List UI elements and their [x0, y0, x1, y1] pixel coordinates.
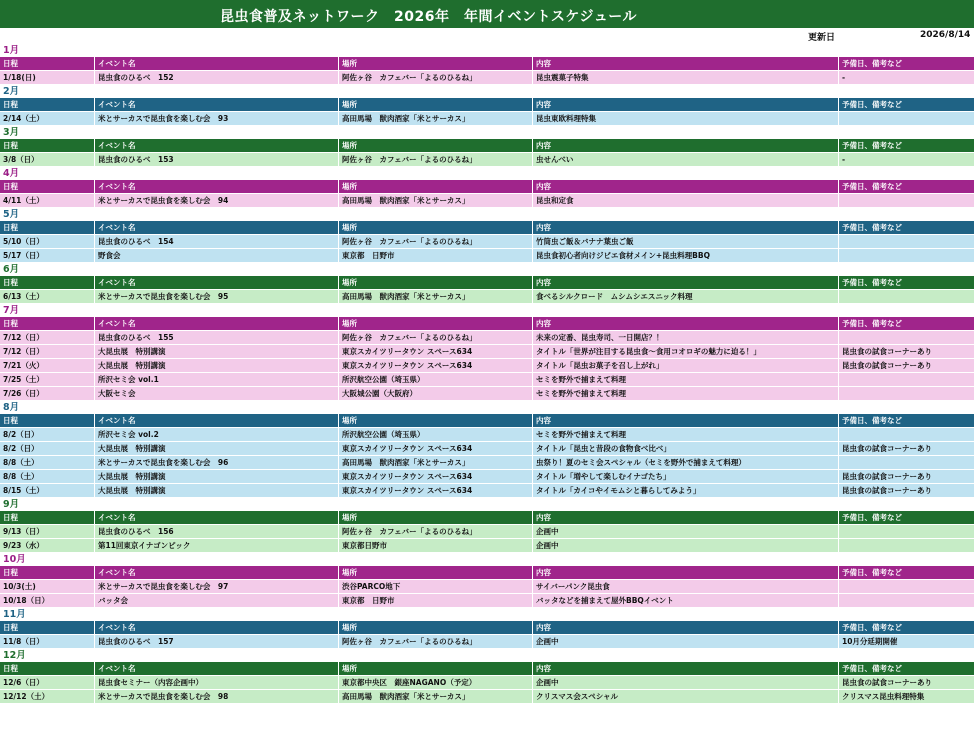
table-row[interactable]: [0, 71, 974, 85]
cell-venue[interactable]: 東京スカイツリータウン スペース634: [339, 345, 533, 358]
cell-notes[interactable]: [839, 373, 974, 386]
column-header-notes[interactable]: 予備日、備考など: [842, 278, 902, 287]
column-header-venue[interactable]: 場所: [339, 98, 533, 111]
month-label: 5月: [3, 209, 20, 220]
column-header-row: [0, 511, 974, 525]
month-section: [0, 553, 974, 608]
cell-notes[interactable]: -: [842, 155, 846, 164]
table-row[interactable]: [0, 484, 974, 498]
cell-event-name[interactable]: 所沢セミ会 vol.1: [95, 373, 339, 386]
cell-content[interactable]: 竹筒虫ご飯＆バナナ葉虫ご飯: [533, 235, 839, 248]
cell-date[interactable]: 2/14（土）: [0, 112, 95, 125]
table-row[interactable]: [0, 112, 974, 126]
cell-content[interactable]: 昆虫和定食: [533, 194, 839, 207]
cell-event-name[interactable]: 大昆虫展 特別講演: [95, 442, 339, 455]
month-section: [0, 304, 974, 401]
table-row[interactable]: [0, 387, 974, 401]
table-row[interactable]: [0, 153, 974, 167]
month-section: [0, 649, 974, 704]
column-header-venue[interactable]: 場所: [339, 511, 533, 524]
cell-notes[interactable]: [839, 525, 974, 538]
cell-content[interactable]: セミを野外で捕まえて料理: [533, 373, 839, 386]
column-header-notes[interactable]: 予備日、備考など: [842, 59, 902, 68]
cell-event-name[interactable]: 米とサーカスで昆虫食を楽しむ会 97: [95, 580, 339, 593]
column-header-date[interactable]: 日程: [0, 276, 95, 289]
column-header-venue[interactable]: 場所: [339, 276, 533, 289]
cell-venue[interactable]: 東京スカイツリータウン スペース634: [339, 359, 533, 372]
cell-event-name[interactable]: 大阪セミ会: [95, 387, 339, 400]
cell-date[interactable]: 8/2（日）: [0, 428, 95, 441]
column-header-content[interactable]: 内容: [533, 276, 839, 289]
table-row[interactable]: [0, 580, 974, 594]
month-section: [0, 498, 974, 553]
column-header-notes[interactable]: 予備日、備考など: [842, 513, 902, 522]
table-row[interactable]: [0, 594, 974, 608]
cell-date[interactable]: 12/12（土）: [0, 690, 95, 703]
cell-event-name[interactable]: 米とサーカスで昆虫食を楽しむ会 96: [95, 456, 339, 469]
column-header-date[interactable]: 日程: [0, 139, 95, 152]
cell-content[interactable]: 企画中: [533, 635, 839, 648]
cell-content[interactable]: 食べるシルクロード ムシムシエスニック料理: [533, 290, 839, 303]
column-header-notes[interactable]: 予備日、備考など: [842, 182, 902, 191]
cell-date[interactable]: 7/12（日）: [0, 331, 95, 344]
cell-date[interactable]: 7/21（火）: [0, 359, 95, 372]
column-header-date[interactable]: 日程: [0, 414, 95, 427]
column-header-date[interactable]: 日程: [0, 221, 95, 234]
column-header-date[interactable]: 日程: [0, 317, 95, 330]
cell-venue[interactable]: 東京都中央区 銀座NAGANO（予定）: [339, 676, 533, 689]
cell-event-name[interactable]: バッタ会: [95, 594, 339, 607]
cell-content[interactable]: 虫祭り！夏のセミ会スペシャル（セミを野外で捕まえて料理）: [533, 456, 839, 469]
column-header-date[interactable]: 日程: [0, 57, 95, 70]
page-title: 昆虫食普及ネットワーク 2026年 年間イベントスケジュール: [220, 9, 637, 25]
cell-notes[interactable]: [839, 428, 974, 441]
column-header-row: [0, 662, 974, 676]
cell-venue[interactable]: 高田馬場 獣肉酒家「米とサーカス」: [339, 456, 533, 469]
cell-venue[interactable]: 東京スカイツリータウン スペース634: [339, 442, 533, 455]
title-bar: [0, 0, 974, 28]
cell-notes[interactable]: [839, 290, 974, 303]
column-header-event-name[interactable]: イベント名: [95, 57, 339, 70]
table-row[interactable]: [0, 194, 974, 208]
cell-notes[interactable]: [839, 235, 974, 248]
cell-notes[interactable]: 昆虫食の試食コーナーあり: [842, 472, 932, 481]
cell-venue[interactable]: 所沢航空公園（埼玉県）: [339, 428, 533, 441]
month-section: [0, 85, 974, 126]
month-label: 7月: [3, 305, 20, 316]
column-header-content[interactable]: 内容: [533, 414, 839, 427]
column-header-row: [0, 317, 974, 331]
updated-label: 更新日: [808, 33, 836, 43]
cell-venue[interactable]: 東京都 日野市: [339, 249, 533, 262]
cell-date[interactable]: 7/12（日）: [0, 345, 95, 358]
table-row[interactable]: [0, 345, 974, 359]
column-header-venue[interactable]: 場所: [339, 621, 533, 634]
cell-content[interactable]: 虫せんべい: [533, 153, 839, 166]
cell-venue[interactable]: 高田馬場 獣肉酒家「米とサーカス」: [339, 690, 533, 703]
column-header-content[interactable]: 内容: [533, 98, 839, 111]
month-label: 3月: [3, 127, 20, 138]
column-header-row: [0, 180, 974, 194]
column-header-content[interactable]: 内容: [533, 221, 839, 234]
cell-event-name[interactable]: 大昆虫展 特別講演: [95, 359, 339, 372]
cell-event-name[interactable]: 昆虫食のひるべ 154: [95, 235, 339, 248]
month-label: 2月: [3, 86, 20, 97]
column-header-event-name[interactable]: イベント名: [95, 98, 339, 111]
table-row[interactable]: [0, 539, 974, 553]
cell-notes[interactable]: 10月分延期開催: [842, 637, 898, 646]
cell-content[interactable]: クリスマス会スペシャル: [533, 690, 839, 703]
cell-venue[interactable]: 渋谷PARCO地下: [339, 580, 533, 593]
cell-content[interactable]: タイトル「昆虫お菓子を召し上がれ」: [533, 359, 839, 372]
column-header-event-name[interactable]: イベント名: [95, 662, 339, 675]
column-header-notes[interactable]: 予備日、備考など: [842, 416, 902, 425]
table-row[interactable]: [0, 290, 974, 304]
month-label: 9月: [3, 499, 20, 510]
month-section: [0, 401, 974, 498]
cell-event-name[interactable]: 大昆虫展 特別講演: [95, 484, 339, 497]
column-header-event-name[interactable]: イベント名: [95, 566, 339, 579]
column-header-row: [0, 98, 974, 112]
cell-event-name[interactable]: 昆虫食のひるべ 156: [95, 525, 339, 538]
cell-notes[interactable]: 昆虫食の試食コーナーあり: [842, 678, 932, 687]
cell-venue[interactable]: 阿佐ヶ谷 カフェバー「よるのひるね」: [339, 525, 533, 538]
cell-content[interactable]: タイトル「カイコやイモムシと暮らしてみよう」: [533, 484, 839, 497]
cell-date[interactable]: 1/18(日): [0, 71, 95, 84]
table-row[interactable]: [0, 676, 974, 690]
table-row[interactable]: [0, 690, 974, 704]
cell-content[interactable]: 企画中: [533, 539, 839, 552]
cell-content[interactable]: バッタなどを捕まえて屋外BBQイベント: [533, 594, 839, 607]
cell-notes[interactable]: 昆虫食の試食コーナーあり: [842, 361, 932, 370]
column-header-venue[interactable]: 場所: [339, 414, 533, 427]
schedule-table: [0, 44, 974, 704]
cell-venue[interactable]: 高田馬場 獣肉酒家「米とサーカス」: [339, 290, 533, 303]
column-header-event-name[interactable]: イベント名: [95, 317, 339, 330]
month-label: 12月: [3, 650, 26, 661]
cell-date[interactable]: 12/6（日）: [0, 676, 95, 689]
month-section: [0, 263, 974, 304]
cell-event-name[interactable]: 米とサーカスで昆虫食を楽しむ会 94: [95, 194, 339, 207]
cell-date[interactable]: 8/8（土）: [0, 456, 95, 469]
cell-content[interactable]: 昆虫食初心者向けジビエ食材メイン+昆虫料理BBQ: [533, 249, 839, 262]
cell-content[interactable]: 企画中: [533, 676, 839, 689]
column-header-date[interactable]: 日程: [0, 662, 95, 675]
column-header-event-name[interactable]: イベント名: [95, 180, 339, 193]
cell-date[interactable]: 3/8（日）: [0, 153, 95, 166]
cell-notes[interactable]: 昆虫食の試食コーナーあり: [842, 347, 932, 356]
cell-venue[interactable]: 阿佐ヶ谷 カフェバー「よるのひるね」: [339, 331, 533, 344]
column-header-venue[interactable]: 場所: [339, 662, 533, 675]
month-section: [0, 608, 974, 649]
cell-event-name[interactable]: 昆虫食のひるべ 155: [95, 331, 339, 344]
cell-venue[interactable]: 高田馬場 獣肉酒家「米とサーカス」: [339, 194, 533, 207]
table-row[interactable]: [0, 525, 974, 539]
cell-notes[interactable]: クリスマス昆虫料理特集: [842, 692, 925, 701]
cell-date[interactable]: 6/13（土）: [0, 290, 95, 303]
cell-venue[interactable]: 東京スカイツリータウン スペース634: [339, 484, 533, 497]
cell-content[interactable]: サイバーパンク昆虫食: [533, 580, 839, 593]
cell-date[interactable]: 7/25（土）: [0, 373, 95, 386]
column-header-notes[interactable]: 予備日、備考など: [842, 319, 902, 328]
cell-venue[interactable]: 阿佐ヶ谷 カフェバー「よるのひるね」: [339, 153, 533, 166]
column-header-venue[interactable]: 場所: [339, 221, 533, 234]
cell-date[interactable]: 8/2（日）: [0, 442, 95, 455]
cell-event-name[interactable]: 昆虫食のひるべ 152: [95, 71, 339, 84]
cell-date[interactable]: 10/3(土): [0, 580, 95, 593]
month-label: 6月: [3, 264, 20, 275]
column-header-venue[interactable]: 場所: [339, 57, 533, 70]
cell-notes[interactable]: [839, 249, 974, 262]
cell-date[interactable]: 8/15（土）: [0, 484, 95, 497]
table-row[interactable]: [0, 359, 974, 373]
table-row[interactable]: [0, 456, 974, 470]
cell-date[interactable]: 9/23（水）: [0, 539, 95, 552]
column-header-date[interactable]: 日程: [0, 621, 95, 634]
column-header-notes[interactable]: 予備日、備考など: [842, 223, 902, 232]
cell-date[interactable]: 5/17（日）: [0, 249, 95, 262]
cell-notes[interactable]: [839, 112, 974, 125]
column-header-content[interactable]: 内容: [533, 57, 839, 70]
column-header-row: [0, 414, 974, 428]
cell-event-name[interactable]: 昆虫食セミナー（内容企画中）: [95, 676, 339, 689]
cell-notes[interactable]: [839, 580, 974, 593]
cell-venue[interactable]: 東京スカイツリータウン スペース634: [339, 470, 533, 483]
column-header-date[interactable]: 日程: [0, 180, 95, 193]
cell-notes[interactable]: [839, 194, 974, 207]
column-header-content[interactable]: 内容: [533, 566, 839, 579]
month-section: [0, 126, 974, 167]
cell-event-name[interactable]: 大昆虫展 特別講演: [95, 345, 339, 358]
cell-venue[interactable]: 阿佐ヶ谷 カフェバー「よるのひるね」: [339, 235, 533, 248]
cell-event-name[interactable]: 昆虫食のひるべ 157: [95, 635, 339, 648]
cell-date[interactable]: 5/10（日）: [0, 235, 95, 248]
column-header-venue[interactable]: 場所: [339, 317, 533, 330]
cell-date[interactable]: 11/8（日）: [0, 635, 95, 648]
cell-event-name[interactable]: 米とサーカスで昆虫食を楽しむ会 95: [95, 290, 339, 303]
month-section: [0, 167, 974, 208]
column-header-date[interactable]: 日程: [0, 98, 95, 111]
cell-date[interactable]: 9/13（日）: [0, 525, 95, 538]
cell-notes[interactable]: -: [842, 73, 846, 82]
cell-content[interactable]: セミを野外で捕まえて料理: [533, 428, 839, 441]
column-header-content[interactable]: 内容: [533, 317, 839, 330]
column-header-date[interactable]: 日程: [0, 566, 95, 579]
cell-event-name[interactable]: 大昆虫展 特別講演: [95, 470, 339, 483]
month-label: 1月: [3, 45, 20, 56]
cell-date[interactable]: 10/18（日）: [0, 594, 95, 607]
column-header-notes[interactable]: 予備日、備考など: [842, 568, 902, 577]
cell-venue[interactable]: 阿佐ヶ谷 カフェバー「よるのひるね」: [339, 71, 533, 84]
column-header-event-name[interactable]: イベント名: [95, 139, 339, 152]
cell-notes[interactable]: [839, 456, 974, 469]
column-header-content[interactable]: 内容: [533, 621, 839, 634]
table-row[interactable]: [0, 249, 974, 263]
column-header-notes[interactable]: 予備日、備考など: [842, 623, 902, 632]
column-header-content[interactable]: 内容: [533, 511, 839, 524]
column-header-event-name[interactable]: イベント名: [95, 221, 339, 234]
column-header-content[interactable]: 内容: [533, 180, 839, 193]
cell-venue[interactable]: 阿佐ヶ谷 カフェバー「よるのひるね」: [339, 635, 533, 648]
cell-notes[interactable]: [839, 331, 974, 344]
cell-event-name[interactable]: 米とサーカスで昆虫食を楽しむ会 93: [95, 112, 339, 125]
cell-content[interactable]: タイトル「昆虫と昔段の食物食べ比べ」: [533, 442, 839, 455]
cell-content[interactable]: 昆虫震菓子特集: [533, 71, 839, 84]
column-header-notes[interactable]: 予備日、備考など: [842, 141, 902, 150]
column-header-row: [0, 276, 974, 290]
cell-venue[interactable]: 大阪城公園（大阪府）: [339, 387, 533, 400]
month-label: 11月: [3, 609, 26, 620]
month-section: [0, 44, 974, 85]
column-header-venue[interactable]: 場所: [339, 180, 533, 193]
cell-content[interactable]: タイトル「世界が注目する昆虫食～食用コオロギの魅力に迫る！」: [533, 345, 839, 358]
month-label: 8月: [3, 402, 20, 413]
table-row[interactable]: [0, 235, 974, 249]
cell-venue[interactable]: 高田馬場 獣肉酒家「米とサーカス」: [339, 112, 533, 125]
column-header-event-name[interactable]: イベント名: [95, 621, 339, 634]
column-header-notes[interactable]: 予備日、備考など: [842, 664, 902, 673]
table-row[interactable]: [0, 428, 974, 442]
cell-date[interactable]: 7/26（日）: [0, 387, 95, 400]
cell-notes[interactable]: 昆虫食の試食コーナーあり: [842, 486, 932, 495]
table-row[interactable]: [0, 442, 974, 456]
cell-date[interactable]: 8/8（土）: [0, 470, 95, 483]
month-section: [0, 208, 974, 263]
cell-content[interactable]: 昆虫東欧料理特集: [533, 112, 839, 125]
cell-content[interactable]: 企画中: [533, 525, 839, 538]
cell-notes[interactable]: [839, 594, 974, 607]
table-row[interactable]: [0, 373, 974, 387]
cell-event-name[interactable]: 所沢セミ会 vol.2: [95, 428, 339, 441]
cell-content[interactable]: 未来の定番、昆虫寿司、一日開店？！: [533, 331, 839, 344]
table-row[interactable]: [0, 331, 974, 345]
column-header-notes[interactable]: 予備日、備考など: [842, 100, 902, 109]
cell-date[interactable]: 4/11（土）: [0, 194, 95, 207]
cell-notes[interactable]: 昆虫食の試食コーナーあり: [842, 444, 932, 453]
cell-event-name[interactable]: 昆虫食のひるべ 153: [95, 153, 339, 166]
cell-notes[interactable]: [839, 387, 974, 400]
cell-notes[interactable]: [839, 539, 974, 552]
column-header-content[interactable]: 内容: [533, 662, 839, 675]
column-header-row: [0, 57, 974, 71]
column-header-event-name[interactable]: イベント名: [95, 511, 339, 524]
cell-content[interactable]: セミを野外で捕まえて料理: [533, 387, 839, 400]
column-header-venue[interactable]: 場所: [339, 566, 533, 579]
column-header-row: [0, 139, 974, 153]
column-header-row: [0, 621, 974, 635]
cell-event-name[interactable]: 第11回東京イナゴンピック: [95, 539, 339, 552]
column-header-row: [0, 221, 974, 235]
column-header-event-name[interactable]: イベント名: [95, 276, 339, 289]
table-row[interactable]: [0, 635, 974, 649]
month-label: 10月: [3, 554, 26, 565]
column-header-row: [0, 566, 974, 580]
column-header-date[interactable]: 日程: [0, 511, 95, 524]
cell-content[interactable]: タイトル「増やして楽しむイナゴたち」: [533, 470, 839, 483]
cell-venue[interactable]: 東京都 日野市: [339, 594, 533, 607]
month-label: 4月: [3, 168, 20, 179]
cell-venue[interactable]: 所沢航空公園（埼玉県）: [339, 373, 533, 386]
table-row[interactable]: [0, 470, 974, 484]
column-header-content[interactable]: 内容: [533, 139, 839, 152]
cell-event-name[interactable]: 米とサーカスで昆虫食を楽しむ会 98: [95, 690, 339, 703]
updated-date: 2026/8/14: [920, 30, 971, 40]
cell-venue[interactable]: 東京都日野市: [339, 539, 533, 552]
cell-event-name[interactable]: 野食会: [95, 249, 339, 262]
column-header-venue[interactable]: 場所: [339, 139, 533, 152]
column-header-event-name[interactable]: イベント名: [95, 414, 339, 427]
